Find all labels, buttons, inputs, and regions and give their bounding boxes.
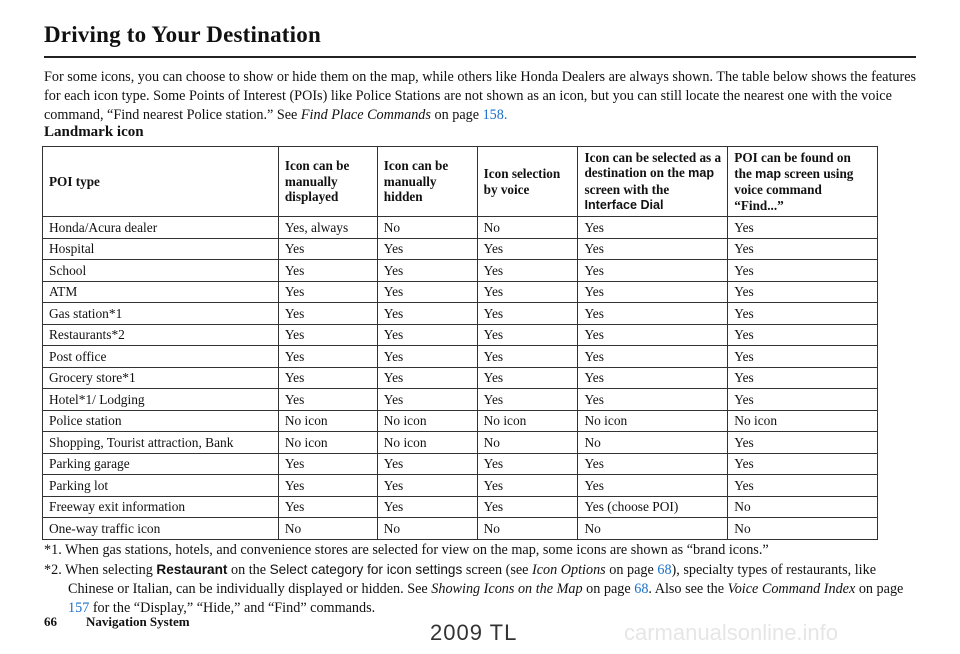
cell-destination: Yes — [578, 324, 728, 346]
cell-voice-select: Yes — [477, 281, 578, 303]
cell-manual-display: No icon — [278, 432, 377, 454]
cell-find: Yes — [728, 389, 878, 411]
cell-destination: Yes — [578, 303, 728, 325]
table-row — [43, 217, 878, 239]
fn2-voice-index: Voice Command Index — [727, 581, 856, 597]
cell-manual-display: Yes — [278, 346, 377, 368]
cell-voice-select: Yes — [477, 389, 578, 411]
fn2-text-h: on page — [855, 581, 904, 597]
cell-manual-display: Yes — [278, 238, 377, 260]
header-find — [728, 147, 878, 217]
cell-destination: Yes — [578, 281, 728, 303]
cell-manual-hide: Yes — [377, 453, 477, 475]
fn2-restaurant: Restaurant — [156, 562, 228, 577]
cell-manual-display: Yes — [278, 453, 377, 475]
footnotes — [44, 541, 918, 618]
cell-poi-type: Hospital — [43, 238, 279, 260]
header-manual-display: Icon can be manually displayed — [278, 147, 377, 217]
table-row — [43, 475, 878, 497]
cell-destination: Yes (choose POI) — [578, 496, 728, 518]
table-row — [43, 324, 878, 346]
cell-poi-type: Gas station*1 — [43, 303, 279, 325]
table-row — [43, 453, 878, 475]
fn2-text-e: ), specialty types of restaurants, like Chinese or Italian, can be individually displayed or hidden. See — [68, 562, 877, 597]
cell-find: Yes — [728, 260, 878, 282]
cell-find: Yes — [728, 281, 878, 303]
cell-destination: Yes — [578, 238, 728, 260]
site-watermark: carmanualsonline.info — [624, 620, 839, 645]
cell-destination: Yes — [578, 260, 728, 282]
fn2-page-link-68a[interactable]: 68 — [657, 562, 672, 578]
cell-manual-hide: Yes — [377, 281, 477, 303]
cell-manual-display: Yes — [278, 389, 377, 411]
table-row — [43, 346, 878, 368]
cell-destination: No — [578, 518, 728, 540]
cell-poi-type: Parking lot — [43, 475, 279, 497]
cell-poi-type: Police station — [43, 410, 279, 432]
cell-manual-hide: Yes — [377, 389, 477, 411]
fn2-text-b: on the — [227, 562, 270, 578]
cell-manual-display: Yes — [278, 303, 377, 325]
cell-poi-type: ATM — [43, 281, 279, 303]
page-number: 66 — [44, 614, 57, 629]
cell-voice-select: Yes — [477, 324, 578, 346]
cell-manual-hide: Yes — [377, 324, 477, 346]
header-destination — [578, 147, 728, 217]
cell-poi-type: Shopping, Tourist attraction, Bank — [43, 432, 279, 454]
fn2-text-c: screen (see — [462, 562, 533, 578]
page-title: Driving to Your Destination — [44, 22, 321, 47]
cell-find: Yes — [728, 453, 878, 475]
cell-destination: No — [578, 432, 728, 454]
cell-manual-hide: Yes — [377, 475, 477, 497]
cell-manual-display: Yes — [278, 260, 377, 282]
cell-manual-display: Yes — [278, 496, 377, 518]
fn2-text-f: on page — [582, 581, 635, 597]
cell-poi-type: Post office — [43, 346, 279, 368]
table-row — [43, 432, 878, 454]
header-find-text-2: screen using voice command “Find...” — [734, 165, 854, 213]
cell-voice-select: No — [477, 217, 578, 239]
cell-poi-type: Restaurants*2 — [43, 324, 279, 346]
section-heading: Landmark icon — [44, 124, 144, 140]
cell-manual-display: No icon — [278, 410, 377, 432]
fn2-page-link-157[interactable]: 157 — [68, 600, 90, 616]
cell-manual-display: No — [278, 518, 377, 540]
header-find-text-1: POI can be found on the — [734, 150, 851, 181]
cell-voice-select: Yes — [477, 346, 578, 368]
cell-voice-select: Yes — [477, 453, 578, 475]
footer-section-label: Navigation System — [86, 614, 190, 629]
header-destination-map: map — [688, 166, 715, 180]
cell-find: No — [728, 496, 878, 518]
cell-manual-hide: Yes — [377, 303, 477, 325]
fn2-text-g: . Also see the — [648, 581, 728, 597]
cell-find: Yes — [728, 217, 878, 239]
cell-find: Yes — [728, 475, 878, 497]
cell-voice-select: No — [477, 432, 578, 454]
footnote-1: *1. When gas stations, hotels, and convenience stores are selected for view on the map, some icons are shown as “brand icons.” — [44, 542, 769, 558]
header-find-map: map — [755, 166, 782, 181]
table-row — [43, 518, 878, 540]
cell-manual-display: Yes, always — [278, 217, 377, 239]
cell-find: Yes — [728, 324, 878, 346]
table-row — [43, 367, 878, 389]
cell-poi-type: One-way traffic icon — [43, 518, 279, 540]
fn2-select-category: Select category for icon settings — [269, 562, 463, 577]
header-poi-type: POI type — [43, 147, 279, 217]
cell-manual-display: Yes — [278, 475, 377, 497]
table-row — [43, 410, 878, 432]
cell-find: Yes — [728, 238, 878, 260]
cell-voice-select: Yes — [477, 303, 578, 325]
model-watermark: 2009 TL — [430, 620, 518, 645]
cell-manual-hide: Yes — [377, 367, 477, 389]
fn2-page-link-68b[interactable]: 68 — [634, 581, 649, 597]
cell-poi-type: Grocery store*1 — [43, 367, 279, 389]
cell-poi-type: Freeway exit information — [43, 496, 279, 518]
intro-paragraph — [44, 68, 918, 125]
cell-voice-select: Yes — [477, 475, 578, 497]
cell-poi-type: Parking garage — [43, 453, 279, 475]
fn2-text-d: on page — [605, 562, 658, 578]
cell-manual-display: Yes — [278, 367, 377, 389]
table-row — [43, 260, 878, 282]
cell-find: Yes — [728, 432, 878, 454]
cell-find: Yes — [728, 303, 878, 325]
header-manual-hide: Icon can be manually hidden — [377, 147, 477, 217]
intro-ref-title: Find Place Commands — [300, 107, 431, 123]
header-voice-select: Icon selection by voice — [477, 147, 578, 217]
cell-manual-hide: No icon — [377, 432, 477, 454]
table-row — [43, 496, 878, 518]
intro-page-link[interactable]: 158. — [482, 107, 508, 123]
cell-manual-hide: No — [377, 217, 477, 239]
cell-poi-type: Hotel*1/ Lodging — [43, 389, 279, 411]
header-destination-dial: Interface Dial — [584, 198, 664, 212]
cell-destination: No icon — [578, 410, 728, 432]
cell-voice-select: Yes — [477, 260, 578, 282]
cell-voice-select: No icon — [477, 410, 578, 432]
cell-destination: Yes — [578, 475, 728, 497]
cell-destination: Yes — [578, 367, 728, 389]
table-row — [43, 389, 878, 411]
header-destination-text-1: Icon can be selected as a destination on the — [584, 149, 722, 180]
cell-destination: Yes — [578, 217, 728, 239]
cell-find: Yes — [728, 367, 878, 389]
header-destination-text-2: screen with the — [584, 181, 670, 197]
fn2-showing-icons: Showing Icons on the Map — [431, 581, 583, 597]
cell-manual-hide: Yes — [377, 496, 477, 518]
cell-find: Yes — [728, 346, 878, 368]
cell-poi-type: School — [43, 260, 279, 282]
title-divider — [44, 56, 916, 58]
landmark-icon-table — [42, 146, 878, 540]
cell-voice-select: No — [477, 518, 578, 540]
cell-destination: Yes — [578, 453, 728, 475]
intro-text: For some icons, you can choose to show or hide them on the map, while others like Honda Dealers are always shown. The table below shows the features for each icon type. Some Points of Interest (POIs) like Police Stations are not shown as an icon, but you can still locate the nearest one with the voice command, “Find nearest Police station.” See — [44, 69, 917, 123]
cell-voice-select: Yes — [477, 496, 578, 518]
cell-manual-display: Yes — [278, 324, 377, 346]
cell-poi-type: Honda/Acura dealer — [43, 217, 279, 239]
cell-manual-display: Yes — [278, 281, 377, 303]
fn2-icon-options: Icon Options — [532, 562, 606, 578]
cell-find: No — [728, 518, 878, 540]
footnote-2 — [44, 560, 918, 618]
table-header-row — [43, 147, 878, 217]
cell-destination: Yes — [578, 346, 728, 368]
cell-voice-select: Yes — [477, 367, 578, 389]
cell-find: No icon — [728, 410, 878, 432]
intro-on-page: on page — [430, 107, 483, 123]
table-row — [43, 238, 878, 260]
cell-manual-hide: Yes — [377, 238, 477, 260]
cell-manual-hide: Yes — [377, 346, 477, 368]
cell-destination: Yes — [578, 389, 728, 411]
fn2-text-i: for the “Display,” “Hide,” and “Find” commands. — [89, 600, 376, 616]
cell-manual-hide: Yes — [377, 260, 477, 282]
fn2-text-a: *2. When selecting — [44, 562, 157, 578]
table-row — [43, 281, 878, 303]
table-body — [43, 217, 878, 540]
cell-voice-select: Yes — [477, 238, 578, 260]
table-row — [43, 303, 878, 325]
cell-manual-hide: No icon — [377, 410, 477, 432]
cell-manual-hide: No — [377, 518, 477, 540]
